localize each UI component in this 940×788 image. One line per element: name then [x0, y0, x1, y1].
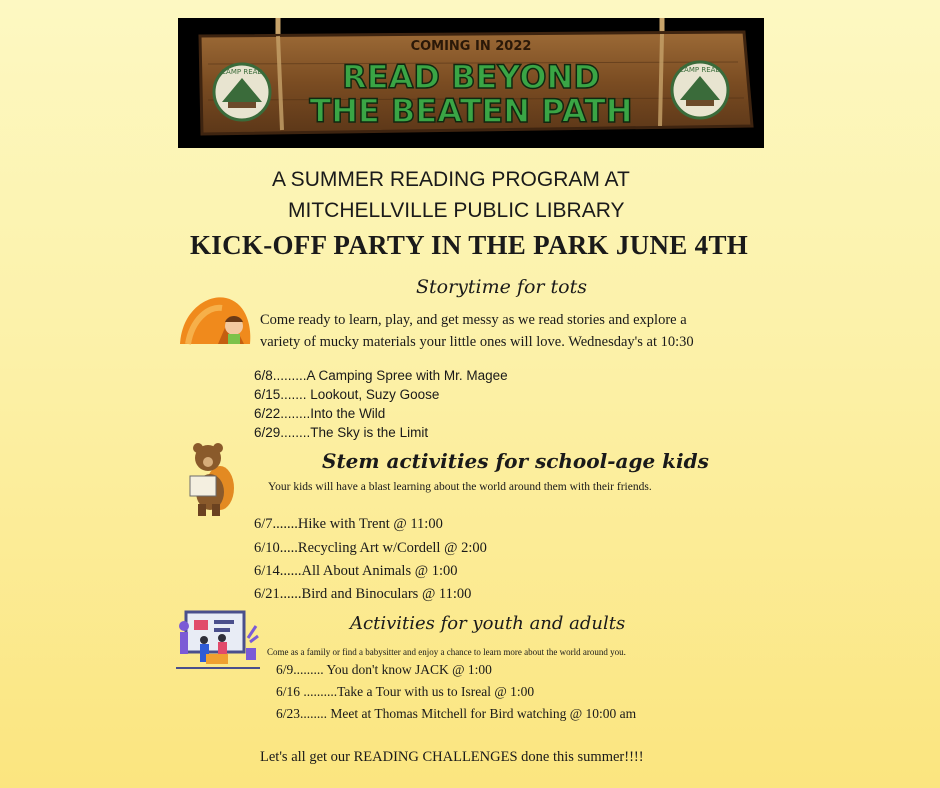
list-item: 6/9......... You don't know JACK @ 1:00: [276, 662, 492, 677]
tent-icon: [178, 292, 254, 352]
list-item: 6/10.....Recycling Art w/Cordell @ 2:00: [254, 540, 487, 556]
wooden-sign-graphic: [178, 18, 764, 148]
storytime-desc-2: variety of mucky materials your little ones will love. Wednesday's at 10:30: [260, 334, 694, 350]
svg-text:CAMP READ: CAMP READ: [679, 66, 721, 74]
list-item: 6/15....... Lookout, Suzy Goose: [254, 387, 440, 402]
bear-icon: [186, 442, 246, 522]
kickoff-heading: KICK-OFF PARTY IN THE PARK JUNE 4TH: [190, 230, 749, 260]
presentation-icon: [176, 608, 260, 676]
coming-text: COMING IN 2022: [410, 39, 532, 54]
stem-heading: Stem activities for school-age kids: [322, 449, 709, 473]
list-item: 6/14......All About Animals @ 1:00: [254, 563, 458, 579]
intro-line-1: A SUMMER READING PROGRAM AT: [272, 168, 630, 191]
youth-desc: Come as a family or find a babysitter and enjoy a chance to learn more about the world around you.: [267, 647, 626, 657]
header-banner: [178, 18, 764, 148]
svg-text:CAMP READ: CAMP READ: [221, 68, 263, 76]
stem-desc: Your kids will have a blast learning about the world around them with their friends.: [268, 481, 652, 493]
youth-heading: Activities for youth and adults: [350, 613, 626, 634]
camp-badge-left-icon: [214, 64, 270, 120]
storytime-heading: Storytime for tots: [416, 276, 587, 298]
banner-title-2: THE BEATEN PATH: [309, 92, 633, 130]
list-item: 6/16 ..........Take a Tour with us to Isreal @ 1:00: [276, 684, 535, 699]
banner-title-1: READ BEYOND: [342, 58, 600, 96]
storytime-desc-1: Come ready to learn, play, and get messy as we read stories and explore a: [260, 312, 687, 328]
camp-badge-right-icon: [672, 62, 728, 118]
list-item: 6/8.........A Camping Spree with Mr. Magee: [254, 368, 508, 383]
list-item: 6/7.......Hike with Trent @ 11:00: [254, 516, 443, 532]
list-item: 6/22........Into the Wild: [254, 406, 386, 421]
intro-line-2: MITCHELLVILLE PUBLIC LIBRARY: [288, 199, 625, 222]
list-item: 6/23........ Meet at Thomas Mitchell for Bird watching @ 10:00 am: [276, 706, 637, 721]
footer-text: Let's all get our READING CHALLENGES done this summer!!!!: [260, 749, 644, 765]
list-item: 6/29........The Sky is the Limit: [254, 425, 429, 440]
list-item: 6/21......Bird and Binoculars @ 11:00: [254, 586, 472, 602]
